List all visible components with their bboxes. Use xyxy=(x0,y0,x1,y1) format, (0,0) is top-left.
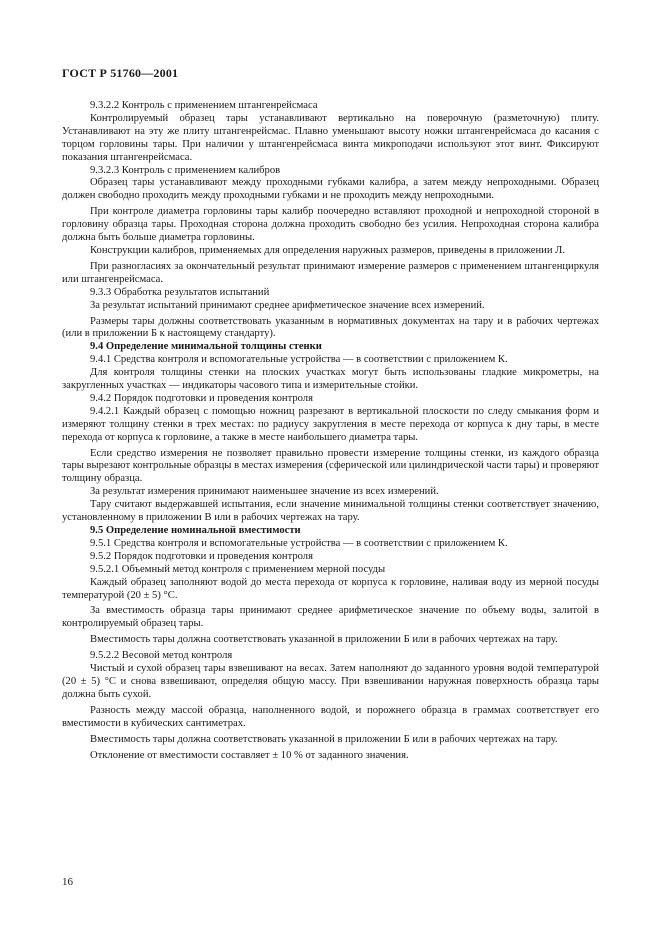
paragraph: Разность между массой образца, наполненного водой, и порожнего образца в граммах соответствует его вместимости в кубических сантиметрах. xyxy=(62,704,599,729)
paragraph: 9.4.2.1 Каждый образец с помощью ножниц разрезают в вертикальной плоскости по следу смыкания форм и измеряют толщину стенки в трех местах: по радиусу закругления в месте перехода от корпуса к дну тары, в месте перехода от корпуса к горловине, а также в месте наибольшего диаметра тары. xyxy=(62,405,599,443)
paragraph: 9.4.1 Средства контроля и вспомогательные устройства — в соответствии с приложением К. xyxy=(90,354,508,366)
paragraph: Вместимость тары должна соответствовать указанной в приложении Б или в рабочих чертежах на тару. xyxy=(90,733,558,745)
paragraph: За результат измерения принимают наименьшее значение из всех измерений. xyxy=(90,486,439,498)
paragraph: Если средство измерения не позволяет правильно провести измерение толщины стенки, из каждого образца тары вырезают контрольные образцы в местах измерения (сферической или цилиндрической части тары) и проверяют толщину образца. xyxy=(62,447,599,485)
paragraph: При контроле диаметра горловины тары калибр поочередно вставляют проходной и непроходной стороной в горловину образца тары. Проходная сторона должна проходить свободно без усилия. Непроходная сторона калибра должна быть больше диаметра горловины. xyxy=(62,206,599,244)
paragraph: При разногласиях за окончательный результат принимают измерение размеров с применением штангенциркуля или штангенрейсмаса. xyxy=(62,260,599,285)
paragraph: Для контроля толщины стенки на плоских участках могут быть использованы гладкие микрометры, на закругленных участках — индикаторы часового типа и измерительные стойки. xyxy=(62,367,599,392)
paragraph: 9.5.1 Средства контроля и вспомогательные устройства — в соответствии с приложением К. xyxy=(90,537,508,549)
page-number: 16 xyxy=(62,876,73,888)
paragraph: 9.5.2 Порядок подготовки и проведения контроля xyxy=(90,550,313,562)
paragraph: Тару считают выдержавшей испытания, если значение минимальной толщины стенки соответствует значению, установленному в приложении В или в рабочих чертежах на тару. xyxy=(62,499,599,524)
paragraph: Отклонение от вместимости составляет ± 10 % от заданного значения. xyxy=(90,749,409,761)
paragraph: Образец тары устанавливают между проходными губками калибра, а затем между непроходными. Образец должен свободно проходить между проходными губками и не проходить между непроходными. xyxy=(62,177,599,202)
paragraph: 9.4.2 Порядок подготовки и проведения контроля xyxy=(90,392,313,404)
paragraph: Вместимость тары должна соответствовать указанной в приложении Б или в рабочих чертежах на тару. xyxy=(90,634,558,646)
paragraph: Конструкции калибров, применяемых для определения наружных размеров, приведены в приложении Л. xyxy=(90,244,565,256)
document-body xyxy=(62,100,599,762)
paragraph: За результат испытаний принимают среднее арифметическое значение всех измерений. xyxy=(90,299,485,311)
paragraph: 9.5.2.1 Объемный метод контроля с применением мерной посуды xyxy=(90,563,386,575)
section-heading: 9.5 Определение номинальной вместимости xyxy=(90,525,301,536)
paragraph: Чистый и сухой образец тары взвешивают на весах. Затем наполняют до заданного уровня водой температурой (20 ± 5) °С и снова взвешивают, определяя общую массу. При взвешивании наружная поверхность образца тары должна быть сухой. xyxy=(62,663,599,700)
paragraph: 9.3.2.3 Контроль с применением калибров xyxy=(90,164,281,176)
paragraph: Каждый образец заполняют водой до места перехода от корпуса к горловине, наливая воду из мерной посуды температурой (20 ± 5) °С. xyxy=(62,576,599,601)
paragraph: Размеры тары должны соответствовать указанным в нормативных документах на тару и в рабочих чертежах (или в приложении Б к настоящему стандарту). xyxy=(62,315,599,340)
paragraph: 9.3.2.2 Контроль с применением штангенрейсмаса xyxy=(90,100,318,111)
paragraph: 9.5.2.2 Весовой метод контроля xyxy=(90,650,233,662)
standard-header: ГОСТ Р 51760—2001 xyxy=(62,66,179,80)
paragraph: 9.3.3 Обработка результатов испытаний xyxy=(90,286,270,298)
section-heading: 9.4 Определение минимальной толщины стенки xyxy=(90,341,322,353)
paragraph: Контролируемый образец тары устанавливают вертикально на поверочную (разметочную) плиту. Устанавливают на эту же плиту штангенрейсмас. Плавно уменьшают высоту ножки штангенрейсмаса до касания с торцом горловины тары. При наличии у штангенрейсмаса винта микроподачи используют этот винт. Фиксируют показания штангенрейсмаса. xyxy=(62,112,599,163)
paragraph: За вместимость образца тары принимают среднее арифметическое значение по объему воды, залитой в контролируемый образец тары. xyxy=(62,605,599,630)
